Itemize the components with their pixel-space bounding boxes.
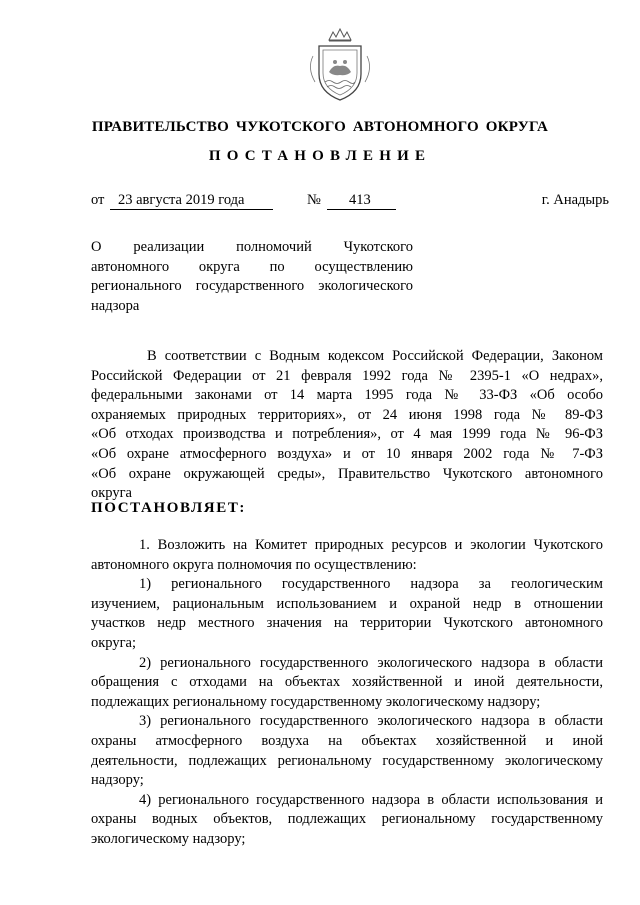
preamble-line: «Об охране окружающей среды», Правительство Чукотского автономного	[91, 465, 603, 482]
item-line: надзору;	[91, 772, 144, 789]
document-number: 413	[327, 191, 396, 210]
subject-line: автономного округа по осуществлению	[91, 258, 413, 275]
preamble-line: «Об отходах производства и потребления», от 4 мая 1999 года № 96-ФЗ	[91, 426, 603, 443]
item-line: 1) регионального государственного надзора за геологическим	[139, 576, 603, 593]
item-line: участков недр местного значения на территории Чукотского автономного	[91, 615, 603, 632]
preamble-paragraph	[91, 347, 603, 504]
item-line: округа;	[91, 634, 137, 651]
number-sign: №	[307, 192, 321, 208]
subject-line: регионального государственного экологического	[91, 278, 413, 294]
document-date: 23 августа 2019 года	[110, 191, 273, 210]
item-line: подлежащих региональному государственному экологическому надзору;	[91, 693, 541, 710]
item-line: 3) регионального государственного экологического надзора в области	[139, 713, 603, 730]
document-subject	[91, 238, 413, 316]
item-line: охраны водных объектов, подлежащих региональному государственному	[91, 811, 603, 828]
resolution-items	[91, 536, 603, 850]
subject-line: надзора	[91, 297, 140, 314]
coat-of-arms-emblem	[305, 26, 375, 106]
organization-title: ПРАВИТЕЛЬСТВО ЧУКОТСКОГО АВТОНОМНОГО ОКРУГА	[91, 119, 549, 135]
preamble-line: В соответствии с Водным кодексом Российской Федерации, Законом	[147, 348, 603, 364]
item-line: обращения с отходами на объектах хозяйственной и иной деятельности,	[91, 674, 603, 691]
preamble-line: округа	[91, 485, 132, 502]
preamble-line: охраняемых природных территориях», от 24 июня 1998 года № 89-ФЗ	[91, 406, 603, 423]
subject-line: О реализации полномочий Чукотского	[91, 239, 413, 255]
item-line: 4) регионального государственного надзора в области использования и	[139, 791, 603, 808]
item-line: 1. Возложить на Комитет природных ресурсов и экологии Чукотского	[139, 537, 603, 553]
date-prefix: от	[91, 192, 105, 208]
preamble-line: федеральными законами от 14 марта 1995 года № 33-ФЗ «Об особо	[91, 387, 603, 404]
item-line: 2) регионального государственного экологического надзора в области	[139, 654, 603, 671]
preamble-line: Российской Федерации от 21 февраля 1992 года № 2395-1 «О недрах»,	[91, 367, 603, 384]
item-line: изучением, рациональным использованием и охраной недр в отношении	[91, 595, 603, 612]
item-line: автономного округа полномочия по осуществлению:	[91, 556, 417, 573]
item-line: экологическому надзору;	[91, 830, 246, 847]
document-type-title: ПОСТАНОВЛЕНИЕ	[208, 148, 432, 164]
item-line: охраны атмосферного воздуха на объектах хозяйственной и иной	[91, 732, 603, 749]
item-line: деятельности, подлежащих региональному государственному экологическому	[91, 752, 603, 769]
preamble-line: «Об охране атмосферного воздуха» и от 10 января 2002 года № 7-ФЗ	[91, 445, 603, 462]
document-city: г. Анадырь	[541, 192, 609, 208]
resolve-heading: ПОСТАНОВЛЯЕТ:	[91, 500, 247, 516]
